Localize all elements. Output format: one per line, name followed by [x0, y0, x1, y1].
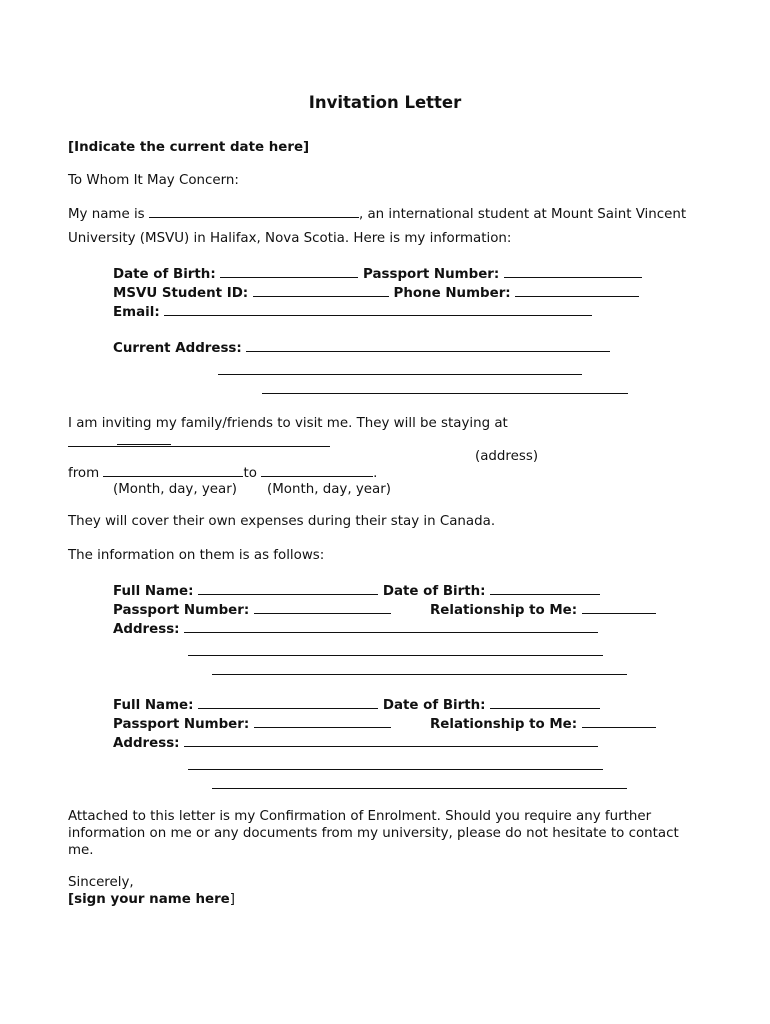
closing-line-2: information on me or any documents from my university, please do not hesitate to contact [68, 826, 679, 841]
closing-line-1: Attached to this letter is my Confirmation of Enrolment. Should you require any further [68, 809, 652, 824]
closing-line-3: me. [68, 843, 94, 858]
intro-line [68, 205, 686, 223]
full-name-label: Full Name: [113, 698, 194, 713]
guest-2-dob-field[interactable] [490, 696, 600, 709]
guest-2-address-line-3[interactable] [212, 788, 627, 789]
address-row [113, 339, 610, 357]
current-address-line-3[interactable] [262, 393, 628, 394]
id-row [113, 284, 639, 302]
to-date-field[interactable] [261, 464, 373, 477]
email-field[interactable] [164, 303, 592, 316]
intro-prefix: My name is [68, 207, 145, 222]
from-caption: (Month, day, year) [113, 482, 237, 497]
intro-suffix: , an international student at Mount Saint Vincent [358, 207, 687, 222]
guest-2-name-row [113, 696, 600, 714]
guest-1-relationship-row [430, 601, 656, 619]
period: . [373, 466, 378, 481]
salutation: To Whom It May Concern: [68, 173, 239, 188]
guest-1-name-field[interactable] [198, 582, 378, 595]
dob-row [113, 265, 642, 283]
dob-field[interactable] [220, 265, 358, 278]
guest-2-relationship-field[interactable] [582, 715, 656, 728]
email-label: Email: [113, 305, 160, 320]
guest-1-address-line-2[interactable] [188, 655, 603, 656]
info-intro: The information on them is as follows: [68, 548, 325, 563]
student-id-field[interactable] [253, 284, 389, 297]
to-caption: (Month, day, year) [267, 482, 391, 497]
from-date-field[interactable] [103, 464, 243, 477]
guest-1-passport-row [113, 601, 391, 619]
from-label: from [68, 466, 100, 481]
student-id-label: MSVU Student ID: [113, 286, 249, 301]
current-address-line-2[interactable] [218, 374, 582, 375]
date-placeholder: [Indicate the current date here] [68, 140, 310, 155]
page-title: Invitation Letter [308, 93, 462, 112]
name-field[interactable] [149, 205, 359, 218]
email-row [113, 303, 592, 321]
guest-2-name-field[interactable] [198, 696, 378, 709]
phone-label: Phone Number: [393, 286, 511, 301]
to-label: to [243, 466, 257, 481]
guest-2-address-field[interactable] [184, 734, 598, 747]
phone-field[interactable] [515, 284, 639, 297]
signature-line [68, 891, 235, 908]
guest-address-label: Address: [113, 622, 180, 637]
sincerely: Sincerely, [68, 875, 134, 890]
address-caption: (address) [475, 449, 539, 464]
guest-passport-label: Passport Number: [113, 717, 250, 732]
intro-line-2: University (MSVU) in Halifax, Nova Scotia. Here is my information: [68, 231, 512, 246]
stay-address-accent-line [117, 444, 171, 445]
signature-bracket: ] [229, 892, 235, 907]
guest-2-relationship-row [430, 715, 656, 733]
guest-1-address-row [113, 620, 598, 638]
current-address-label: Current Address: [113, 341, 242, 356]
guest-1-address-field[interactable] [184, 620, 598, 633]
guest-1-name-row [113, 582, 600, 600]
guest-2-passport-row [113, 715, 391, 733]
guest-1-address-line-3[interactable] [212, 674, 627, 675]
relationship-label: Relationship to Me: [430, 717, 578, 732]
stay-address-field[interactable] [68, 446, 330, 447]
visit-line: I am inviting my family/friends to visit me. They will be staying at [68, 416, 508, 431]
current-address-field[interactable] [246, 339, 610, 352]
expenses-statement: They will cover their own expenses during their stay in Canada. [68, 514, 496, 529]
guest-passport-label: Passport Number: [113, 603, 250, 618]
passport-label: Passport Number: [363, 267, 500, 282]
passport-field[interactable] [504, 265, 642, 278]
guest-1-passport-field[interactable] [254, 601, 391, 614]
guest-1-relationship-field[interactable] [582, 601, 656, 614]
dates-row [68, 464, 377, 482]
guest-2-address-row [113, 734, 598, 752]
guest-address-label: Address: [113, 736, 180, 751]
guest-2-address-line-2[interactable] [188, 769, 603, 770]
guest-dob-label: Date of Birth: [382, 698, 486, 713]
guest-2-passport-field[interactable] [254, 715, 391, 728]
signature-placeholder: [sign your name here [68, 892, 230, 907]
relationship-label: Relationship to Me: [430, 603, 578, 618]
dob-label: Date of Birth: [113, 267, 216, 282]
full-name-label: Full Name: [113, 584, 194, 599]
guest-1-dob-field[interactable] [490, 582, 600, 595]
guest-dob-label: Date of Birth: [382, 584, 486, 599]
